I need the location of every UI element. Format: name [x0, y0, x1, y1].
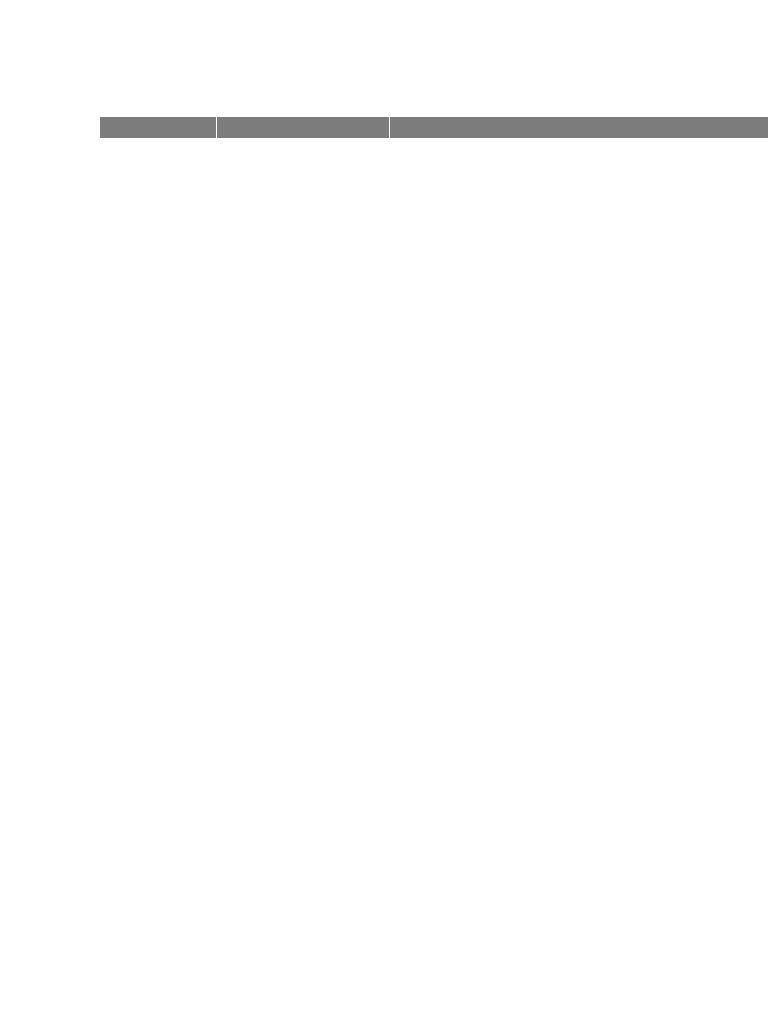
- column-header-timing-wedge: [390, 117, 768, 138]
- column-header-usage: [217, 117, 390, 138]
- header-row: [101, 117, 768, 138]
- timing-wedge-table: [100, 117, 768, 138]
- table-header: [101, 117, 768, 138]
- column-header-cpl: [101, 117, 217, 138]
